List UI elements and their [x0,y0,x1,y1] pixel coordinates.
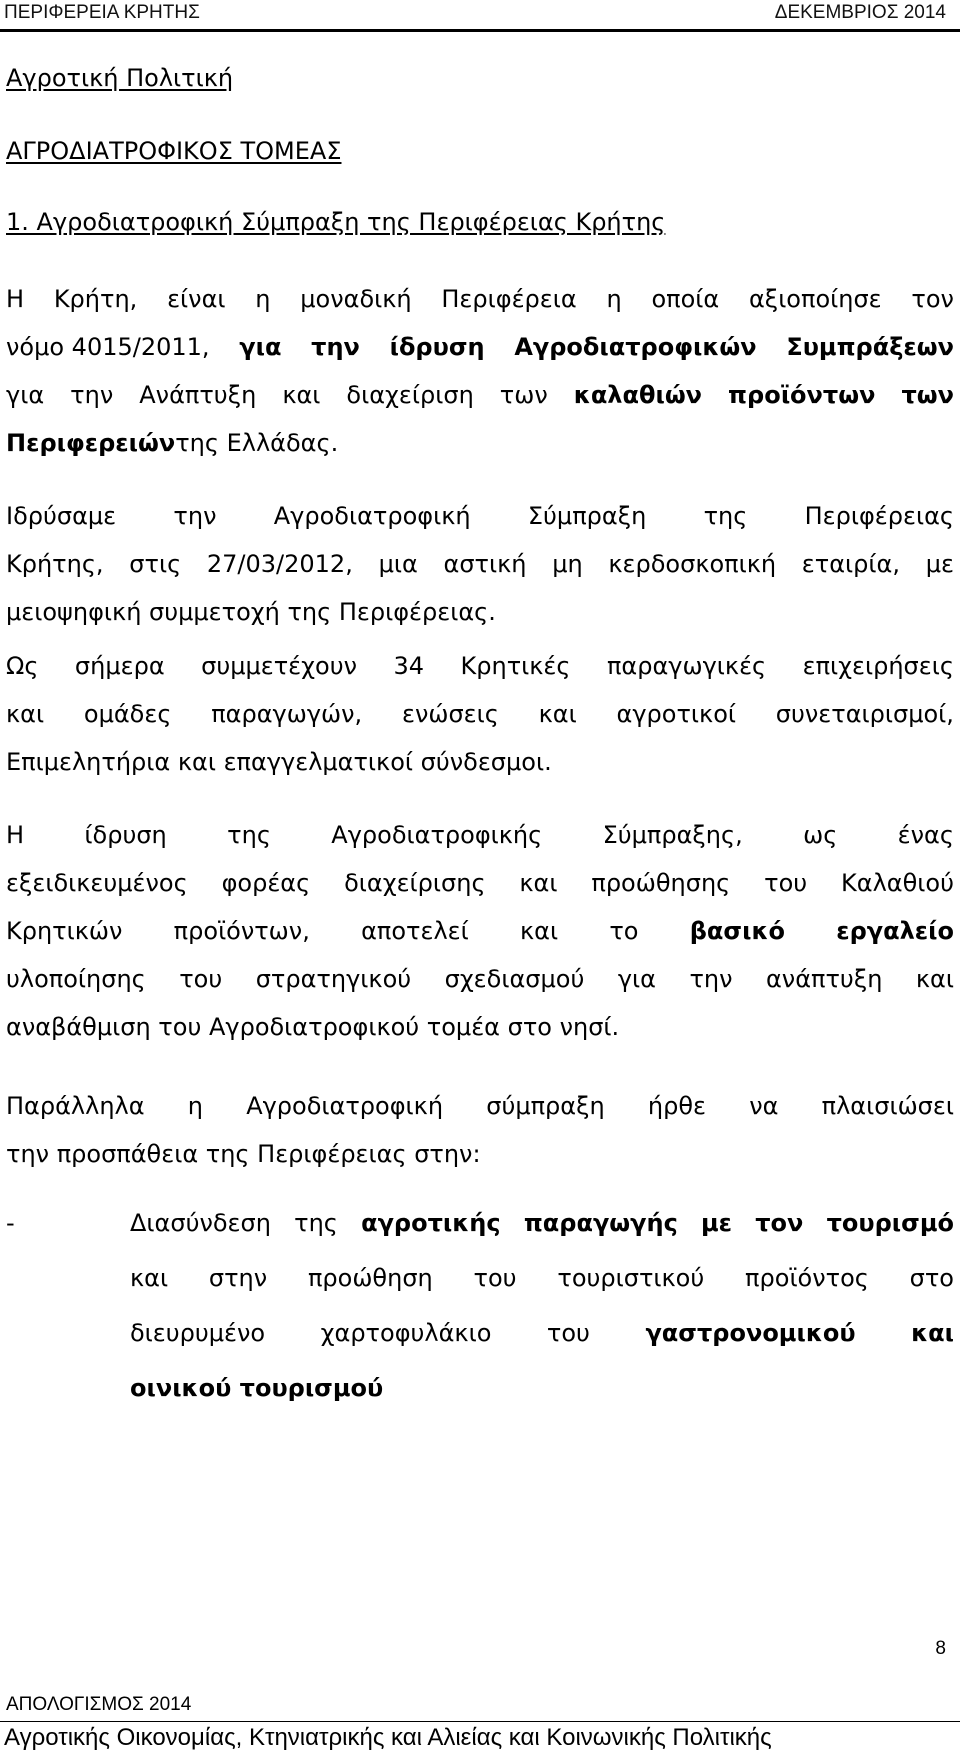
paragraph-line: Επιμελητήρια και επαγγελματικοί σύνδεσμοι. [6,748,552,776]
paragraph-founding [6,492,954,636]
paragraph-parallel [6,1082,954,1178]
running-header [0,0,960,33]
paragraph-role [6,811,954,1051]
paragraph-line: Η ίδρυση της Αγροδιατροφικής Σύμπραξης, ως ένας [6,821,954,849]
section-heading: 1. Αγροδιατροφική Σύμπραξη της Περιφέρειας Κρήτης [6,208,666,236]
paragraph-line: την προσπάθεια της Περιφέρειας στην: [6,1140,481,1168]
paragraph-line: Διασύνδεση της αγροτικής παραγωγής με τον τουρισμό [130,1209,954,1237]
header-rule [0,29,960,32]
footer-report: ΑΠΟΛΟΓΙΣΜΟΣ 2014 [6,1694,192,1715]
paragraph-line: υλοποίησης του στρατηγικού σχεδιασμού για την ανάπτυξη και [6,965,954,993]
paragraph-line: νόμο 4015/2011, για την ίδρυση Αγροδιατροφικών Συμπράξεων [6,333,954,361]
bullet-text [130,1199,954,1419]
footer-rule [0,1721,960,1722]
footer-department: Αγροτικής Οικονομίας, Κτηνιατρικής και Αλιείας και Κοινωνικής Πολιτικής [4,1724,772,1751]
paragraph-line: και ομάδες παραγωγών, ενώσεις και αγροτικοί συνεταιρισμοί, [6,700,954,728]
paragraph-line: οινικού τουρισμού [130,1374,384,1402]
header-region: ΠΕΡΙΦΕΡΕΙΑ ΚΡΗΤΗΣ [4,2,200,23]
paragraph-line: εξειδικευμένος φορέας διαχείρισης και προώθησης του Καλαθιού [6,869,954,897]
paragraph-intro [6,275,954,467]
sector-heading: ΑΓΡΟΔΙΑΤΡΟΦΙΚΟΣ ΤΟΜΕΑΣ [6,137,342,165]
paragraph-line: μειοψηφική συμμετοχή της Περιφέρειας. [6,598,496,626]
header-date: ΔΕΚΕΜΒΡΙΟΣ 2014 [774,2,946,23]
paragraph-line: Η Κρήτη, είναι η μοναδική Περιφέρεια η οποία αξιοποίησε τον [6,285,954,313]
paragraph-line: Παράλληλα η Αγροδιατροφική σύμπραξη ήρθε να πλαισιώσει [6,1092,954,1120]
paragraph-line: Ιδρύσαμε την Αγροδιατροφική Σύμπραξη της Περιφέρειας [6,502,954,530]
paragraph-line: Κρητικών προϊόντων, αποτελεί και το βασικό εργαλείο [6,917,954,945]
paragraph-line: αναβάθμιση του Αγροδιατροφικού τομέα στο νησί. [6,1013,620,1041]
paragraph-line: Ως σήμερα συμμετέχουν 34 Κρητικές παραγωγικές επιχειρήσεις [6,652,954,680]
paragraph-line: και στην προώθηση του τουριστικού προϊόντος στο [130,1264,954,1292]
bullet-dash: - [6,1209,15,1237]
paragraph-line: Κρήτης, στις 27/03/2012, μια αστική μη κερδοσκοπική εταιρία, με [6,550,954,578]
paragraph-members [6,642,954,786]
page-title: Αγροτική Πολιτική [6,64,234,92]
paragraph-line: για την Ανάπτυξη και διαχείριση των καλαθιών προϊόντων των [6,381,954,409]
paragraph-line: διευρυμένο χαρτοφυλάκιο του γαστρονομικού και [130,1319,954,1347]
paragraph-line: Περιφερειών της Ελλάδας. [6,429,339,457]
bullet-item [6,1199,954,1479]
page-number: 8 [935,1638,946,1659]
